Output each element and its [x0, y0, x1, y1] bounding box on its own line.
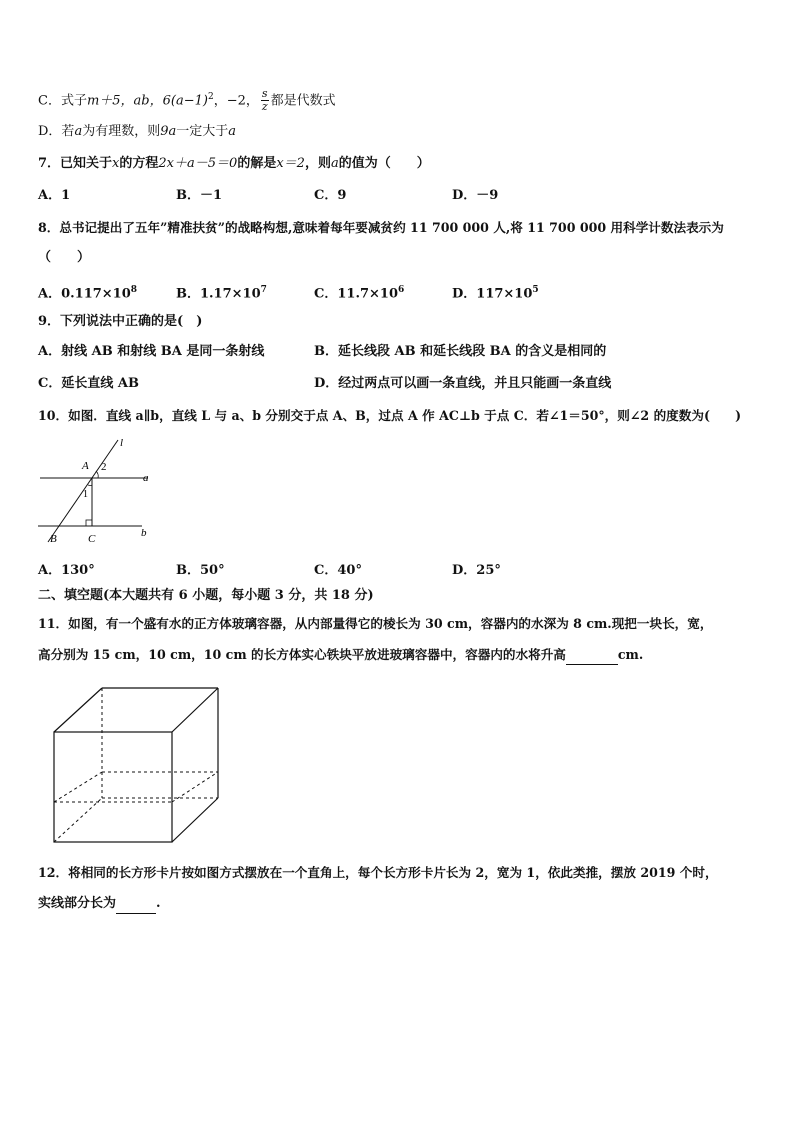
q8-option-a — [38, 281, 137, 303]
q8-option-d-exp: 5 — [532, 285, 539, 295]
q11-line2-text: 高分别为 15 cm，10 cm，10 cm 的长方体实心铁块平放进玻璃容器中，容器内的水将升高 — [38, 647, 566, 662]
q8-stem: 8．总书记提出了五年”精准扶贫”的战略构想,意味着每年要减贫约 11 700 000 人,将 11 700 000 用科学计数法表示为 — [38, 220, 724, 235]
q8-option-b — [176, 281, 267, 303]
right-angle-mark — [86, 520, 92, 526]
q11-line1: 11．如图，有一个盛有水的正方体玻璃容器，从内部量得它的棱长为 30 cm，容器内的水深为 8 cm.现把一块长，宽， — [38, 616, 713, 631]
q11-cube-figure — [50, 684, 222, 846]
q12-line2-text: 实线部分长为 — [38, 896, 117, 911]
q6-option-c-suffix: 都是代数式 — [270, 93, 336, 109]
cube-hidden-bottom-left — [54, 798, 102, 842]
q6-option-c-prefix: C．式子 — [38, 93, 87, 109]
q7-solution: x＝2 — [276, 156, 305, 171]
q7-option-b: B．－1 — [176, 188, 223, 203]
q9-option-c: C．延长直线 AB — [38, 376, 139, 391]
label-B: B — [50, 533, 57, 545]
q10-option-a: A．130° — [38, 563, 95, 578]
q9-option-d: D．经过两点可以画一条直线，并且只能画一条直线 — [314, 376, 612, 391]
q7-option-a: A．1 — [38, 188, 71, 203]
q12-answer-blank[interactable] — [116, 895, 156, 914]
q10-stem: 10．如图．直线 a∥b，直线 L 与 a、b 分别交于点 A、B，过点 A 作 AC⊥b 于点 C．若∠1＝50°，则∠2 的度数为( ) — [38, 408, 742, 423]
q7-stem-mid2: 的解是 — [237, 156, 277, 171]
label-b: b — [141, 527, 147, 539]
q7-var: x — [112, 156, 120, 171]
q6-option-c-exponent: 2 — [207, 92, 214, 102]
q8-option-d-base: D．117×10 — [452, 286, 533, 302]
section-2-heading: 二、填空题(本大题共有 6 小题，每小题 3 分，共 18 分) — [38, 588, 374, 603]
q8-option-b-exp: 7 — [260, 285, 267, 295]
q7-stem-prefix: 7．已知关于 — [38, 156, 113, 171]
label-l: l — [120, 437, 124, 449]
q6-option-c — [38, 88, 336, 113]
label-C: C — [88, 533, 96, 545]
q7-option-d: D．－9 — [452, 188, 499, 203]
q9-stem: 9．下列说法中正确的是( ) — [38, 314, 203, 329]
q6-option-d-mid: 为有理数，则 — [82, 124, 161, 139]
q8-option-d — [452, 281, 539, 303]
angle-1-arc — [88, 485, 92, 486]
label-a: a — [143, 472, 149, 484]
label-1: 1 — [83, 489, 88, 500]
water-level-left — [54, 772, 102, 802]
q7-stem — [38, 155, 430, 173]
q6-option-d-var2: 9a — [160, 124, 177, 139]
label-A: A — [82, 460, 89, 472]
cube-edge-top-left — [54, 688, 102, 732]
q6-option-d-mid2: 一定大于 — [176, 124, 229, 139]
q10-option-b: B．50° — [176, 563, 225, 578]
q9-option-b: B．延长线段 AB 和延长线段 BA 的含义是相同的 — [314, 344, 607, 359]
cube-edge-top-right — [172, 688, 218, 732]
q8-paren: （ ） — [38, 250, 91, 265]
q11-line2-end: cm. — [617, 647, 644, 662]
q12-line2-end: . — [156, 896, 161, 911]
q10-figure — [36, 436, 166, 548]
q6-option-d — [38, 123, 236, 141]
label-2: 2 — [101, 461, 107, 473]
q7-var2: a — [330, 156, 339, 171]
q11-line2 — [38, 646, 643, 665]
q8-option-c — [314, 281, 404, 303]
q10-option-c: C．40° — [314, 563, 362, 578]
q12-line2 — [38, 895, 161, 914]
q6-option-c-fraction — [261, 88, 269, 113]
q7-stem-mid: 的方程 — [119, 156, 159, 171]
q9-option-a: A．射线 AB 和射线 BA 是同一条射线 — [38, 344, 265, 359]
q7-stem-mid3: ，则 — [304, 156, 331, 171]
q7-option-c: C．9 — [314, 188, 347, 203]
q6-option-c-expr: m＋5，ab，6(a−1) — [86, 93, 208, 109]
fraction-numerator: s — [261, 87, 268, 101]
fraction-denominator: z — [261, 100, 268, 114]
q8-option-a-exp: 8 — [130, 285, 138, 295]
q10-option-d: D．25° — [452, 563, 501, 578]
q7-equation: 2x＋a－5＝0 — [158, 156, 238, 171]
q8-option-c-base: C．11.7×10 — [314, 286, 398, 302]
q6-option-d-var1: a — [74, 124, 83, 139]
q8-option-c-exp: 6 — [398, 285, 405, 295]
q6-option-c-expr2: ，−2， — [213, 93, 259, 109]
q7-stem-suffix: 的值为（ ） — [338, 156, 430, 171]
q12-line1: 12．将相同的长方形卡片按如图方式摆放在一个直角上，每个长方形卡片长为 2，宽为 1，依此类推，摆放 2019 个时， — [38, 865, 718, 880]
q6-option-d-prefix: D．若 — [38, 124, 75, 139]
q6-option-d-var3: a — [228, 124, 237, 139]
cube-edge-bottom-right — [172, 798, 218, 842]
q8-option-a-base: A．0.117×10 — [38, 286, 131, 302]
q11-answer-blank[interactable] — [566, 646, 618, 665]
q8-option-b-base: B．1.17×10 — [176, 286, 261, 302]
